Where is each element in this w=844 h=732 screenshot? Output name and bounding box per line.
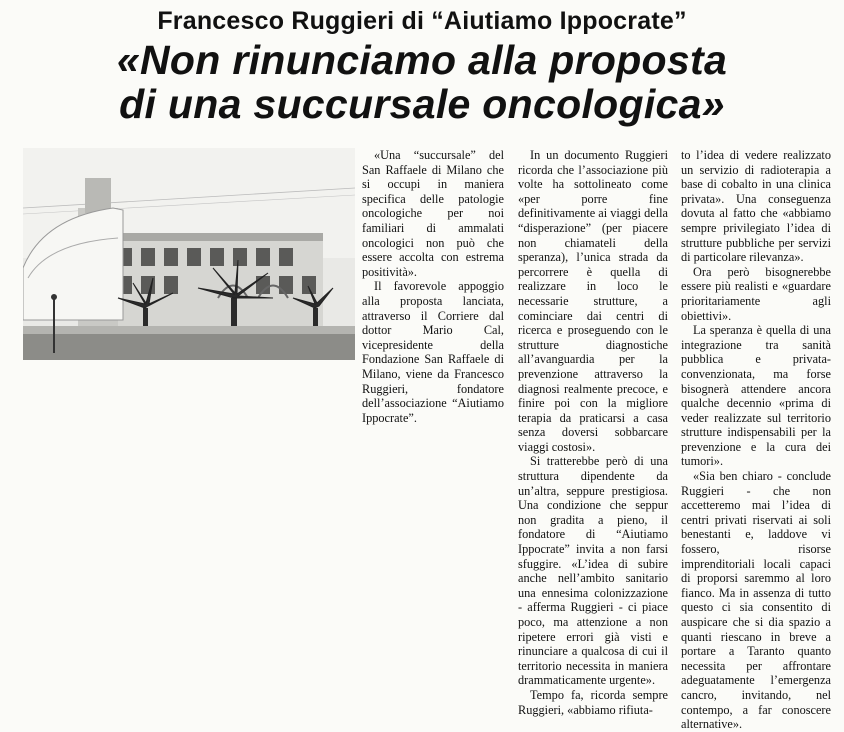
paragraph: In un documento Ruggieri ricorda che l’associazione più volte ha sottolineato come «per porre fine definitivamente ai viaggi della “disperazione” (per piacere non chiamateli della speranza), l’unica strada da percorrere è quella di realizzare in loco le necessarie strutture, a cominciare dai centri di ricerca e proseguendo con le strutture diagnostiche all’avanguardia per la prevenzione attraverso la diagnosi realmente precoce, e finire poi con la migliore terapia da praticarsi a casa senza doversi sobbarcare viaggi costosi». <box>518 148 668 454</box>
article-headline <box>0 38 844 126</box>
paragraph: Il favorevole appoggio alla proposta lanciata, attraverso il Corriere dal dottor Mario Cal, vicepresidente della Fondazione San Raffaele di Milano, viene da Francesco Ruggieri, fondatore dell’associazione “Aiutiamo Ippocrate”. <box>362 279 504 425</box>
headline-line-1: «Non rinunciamo alla proposta <box>116 37 728 83</box>
article-column-2 <box>518 148 668 717</box>
hospital-building-photo <box>23 148 355 360</box>
paragraph: La speranza è quella di una integrazione tra sanità pubblica e privata-convenzionata, ma forse bisognerà attendere ancora qualche decennio «prima di veder realizzate sul territorio strutture indispensabili per la prevenzione e la cura dei tumori». <box>681 323 831 469</box>
paragraph: «Una “succursale” del San Raffaele di Milano che si occupi in maniera specifica delle patologie oncologiche per noi familiari di ammalati oncologici non può che essere accolta con estrema positività». <box>362 148 504 279</box>
paragraph: Si tratterebbe però di una struttura dipendente da un’altra, seppure prestigiosa. Una condizione che seppur non gradita a pieno, il fondatore di “Aiutiamo Ippocrate” invita a non farsi sfuggire. «L’idea di subire anche nell’ambito sanitario una ennesima colonizzazione - afferma Ruggieri - ci piace poco, ma attenzione a non ripetere errori già visti e rinunciare a qualcosa di cui il territorio necessita in maniera drammaticamente urgente». <box>518 454 668 688</box>
paragraph: to l’idea di vedere realizzato un servizio di radioterapia a base di cobalto in una clinica privata». Una conseguenza dovuta al fatto che «abbiamo sempre privilegiato l’idea di strutture pubbliche per servizi di particolare rilevanza». <box>681 148 831 265</box>
article-column-3 <box>681 148 831 732</box>
paragraph: «Sia ben chiaro - conclude Ruggieri - che non accetteremo mai l’idea di centri privati riservati ai soli benestanti e, laddove vi fossero, risorse imprenditoriali locali capaci di proporsi saremmo al loro fianco. Ma in assenza di tutto questo ci sia consentito di auspicare che si dia spazio a quanti riescano in breve a portare a Taranto quanto necessita per affrontare adeguatamente l’emergenza cancro, invitando, nel contempo, a far conoscere alternative». <box>681 469 831 732</box>
article-kicker: Francesco Ruggieri di “Aiutiamo Ippocrate” <box>157 7 687 35</box>
hospital-photo-icon <box>23 148 355 360</box>
article-column-1 <box>362 148 504 425</box>
headline-line-2: di una succursale oncologica» <box>119 81 725 127</box>
paragraph: Ora però bisognerebbe essere più realisti e «guardare prioritariamente agli obiettivi». <box>681 264 831 323</box>
paragraph: Tempo fa, ricorda sempre Ruggieri, «abbiamo rifiuta- <box>518 687 668 717</box>
